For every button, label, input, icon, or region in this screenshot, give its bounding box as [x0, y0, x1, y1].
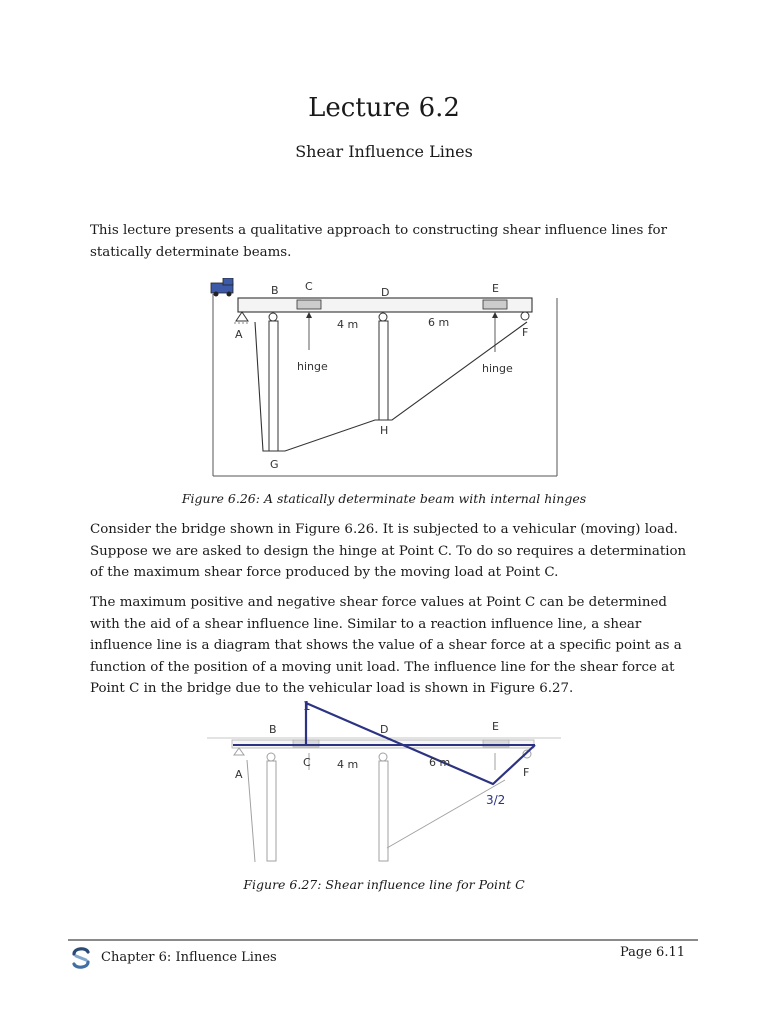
- body-paragraph-1: Consider the bridge shown in Figure 6.26. It is subjected to a vehicular (moving) load. Suppose we are asked to design the hinge at Point C. To do so requires a determination of the maximum shear force produced by the moving load at Point C.: [90, 522, 687, 580]
- label-c: C: [303, 756, 311, 769]
- label-span-de: 6 m: [428, 316, 450, 329]
- figure-6-26-caption: Figure 6.26: A statically determinate beam with internal hinges: [181, 491, 587, 506]
- label-g: G: [270, 458, 279, 471]
- label-span-de: 6 m: [429, 756, 451, 769]
- label-a: A: [235, 328, 243, 341]
- label-peak-value: 1: [303, 699, 311, 713]
- footer-page-number: Page 6.11: [620, 945, 686, 960]
- figure-6-26-bridge-diagram: [205, 278, 565, 480]
- label-hinge-left: hinge: [297, 360, 328, 373]
- hinge-c: [297, 300, 321, 309]
- figure-6-27-shear-influence-line: [205, 698, 563, 864]
- label-span-cd: 4 m: [337, 758, 359, 771]
- footer-chapter: Chapter 6: Influence Lines: [101, 950, 277, 965]
- label-hinge-right: hinge: [482, 362, 513, 375]
- label-span-cd: 4 m: [337, 318, 359, 331]
- label-h: H: [380, 424, 389, 437]
- label-d: D: [380, 723, 389, 736]
- label-a: A: [235, 768, 243, 781]
- chapter-logo-icon: [70, 946, 92, 970]
- body-paragraph-2: The maximum positive and negative shear force values at Point C can be determined with the aid of a shear influence line. Similar to a reaction influence line, a shear influence line is a diagram that shows the value of a shear force at a specific point as a function of the position of a moving unit load. The influence line for the shear force at Point C in the bridge due to the vehicular load is shown in Figure 6.27.: [90, 595, 682, 696]
- intro-paragraph: This lecture presents a qualitative approach to constructing shear influence lines for statically determinate beams.: [90, 223, 667, 260]
- label-d: D: [381, 286, 390, 299]
- label-e: E: [492, 720, 499, 733]
- label-b: B: [271, 284, 279, 297]
- page-title: Lecture 6.2: [308, 93, 460, 123]
- page-subtitle: Shear Influence Lines: [295, 142, 473, 161]
- label-trough-value: 3/2: [486, 793, 506, 807]
- hinge-e: [483, 300, 507, 309]
- truck-icon: [211, 278, 233, 297]
- figure-6-27-caption: Figure 6.27: Shear influence line for Point C: [243, 877, 525, 892]
- label-b: B: [269, 723, 277, 736]
- label-c: C: [305, 280, 313, 293]
- label-f: F: [523, 766, 530, 779]
- label-e: E: [492, 282, 499, 295]
- label-f: F: [522, 326, 529, 339]
- footer-divider: [68, 939, 698, 941]
